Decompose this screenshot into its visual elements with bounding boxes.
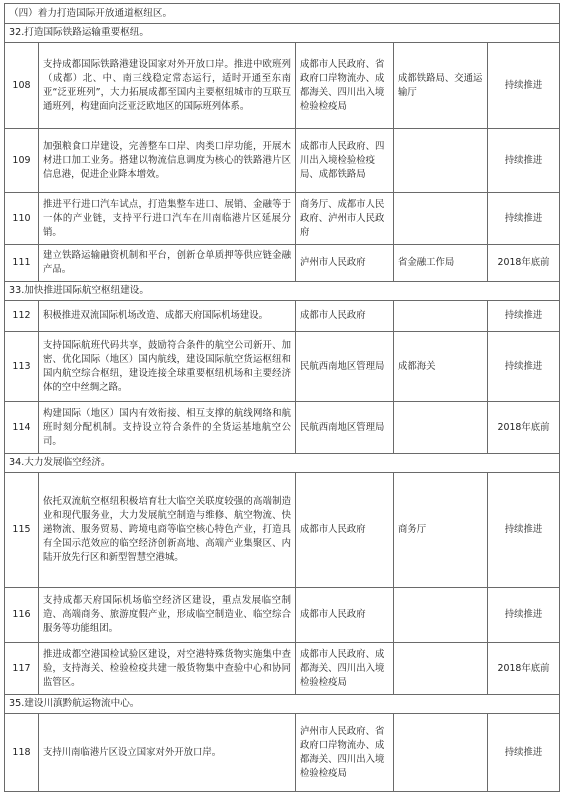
- task-table: [4, 3, 560, 792]
- co-unit-cell: [394, 402, 488, 454]
- lead-unit-cell: 成都市人民政府: [296, 588, 394, 643]
- row-number: 113: [5, 332, 39, 402]
- deadline-cell: 持续推进: [488, 301, 560, 332]
- lead-unit-cell: 泸州市人民政府、省政府口岸物流办、成都海关、四川出入境检验检疫局: [296, 714, 394, 792]
- lead-unit-cell: 民航西南地区管理局: [296, 332, 394, 402]
- table-row: [5, 588, 560, 643]
- row-number: 109: [5, 129, 39, 193]
- deadline-cell: 持续推进: [488, 193, 560, 245]
- task-cell: 建立铁路运输融资机制和平台，创新仓单质押等供应链金融产品。: [39, 245, 296, 282]
- co-unit-cell: [394, 643, 488, 695]
- row-number: 114: [5, 402, 39, 454]
- deadline-cell: 2018年底前: [488, 643, 560, 695]
- row-number: 112: [5, 301, 39, 332]
- lead-unit-cell: 成都市人民政府: [296, 301, 394, 332]
- lead-unit-cell: 成都市人民政府: [296, 473, 394, 588]
- row-number: 111: [5, 245, 39, 282]
- co-unit-cell: [394, 193, 488, 245]
- lead-unit-cell: 民航西南地区管理局: [296, 402, 394, 454]
- co-unit-cell: 商务厅: [394, 473, 488, 588]
- deadline-cell: 持续推进: [488, 332, 560, 402]
- deadline-cell: 持续推进: [488, 43, 560, 129]
- lead-unit-cell: 成都市人民政府、省政府口岸物流办、成都海关、四川出入境检验检疫局: [296, 43, 394, 129]
- co-unit-cell: 省金融工作局: [394, 245, 488, 282]
- deadline-cell: 2018年底前: [488, 402, 560, 454]
- task-cell: 依托双流航空枢纽积极培育壮大临空关联度较强的高端制造业和现代服务业，大力发展航空制造与维修、航空物流、快递物流、服务贸易、跨境电商等临空核心特色产业，打造具有全国示范效应的临空经济创新高地、高端产业集聚区、内陆开放先行区和新型智慧空港城。: [39, 473, 296, 588]
- table-row: [5, 245, 560, 282]
- table-row: [5, 193, 560, 245]
- table-row: [5, 332, 560, 402]
- task-cell: 支持国际航班代码共享，鼓励符合条件的航空公司新开、加密、优化国际（地区）国内航线，建设国际航空货运枢纽和国内航空综合枢纽，建设连接全球重要枢纽机场和主要经济体的空中丝绸之路。: [39, 332, 296, 402]
- task-cell: 支持川南临港片区设立国家对外开放口岸。: [39, 714, 296, 792]
- table-header: （四）着力打造国际开放通道枢纽区。: [5, 4, 560, 24]
- co-unit-cell: 成都铁路局、交通运输厅: [394, 43, 488, 129]
- lead-unit-cell: 成都市人民政府、成都海关、四川出入境检验检疫局: [296, 643, 394, 695]
- table-row: [5, 129, 560, 193]
- deadline-cell: 持续推进: [488, 129, 560, 193]
- deadline-cell: 持续推进: [488, 588, 560, 643]
- lead-unit-cell: 成都市人民政府、四川出入境检验检疫局、成都铁路局: [296, 129, 394, 193]
- row-number: 117: [5, 643, 39, 695]
- task-cell: 推进平行进口汽车试点，打造集整车进口、展销、金融等于一体的产业链，支持平行进口汽车在川南临港片区延展分销。: [39, 193, 296, 245]
- lead-unit-cell: 商务厅、成都市人民政府、泸州市人民政府: [296, 193, 394, 245]
- table-row: [5, 473, 560, 588]
- row-number: 108: [5, 43, 39, 129]
- section-title: 33.加快推进国际航空枢纽建设。: [5, 282, 560, 301]
- section-title: 34.大力发展临空经济。: [5, 454, 560, 473]
- co-unit-cell: 成都海关: [394, 332, 488, 402]
- task-cell: 支持成都天府国际机场临空经济区建设，重点发展临空制造、高端商务、旅游度假产业，形成临空制造业、临空综合服务等功能组团。: [39, 588, 296, 643]
- task-cell: 推进成都空港国检试验区建设，对空港特殊货物实施集中查验，支持海关、检验检疫共建一般货物集中查验中心和协同监管区。: [39, 643, 296, 695]
- co-unit-cell: [394, 714, 488, 792]
- row-number: 110: [5, 193, 39, 245]
- lead-unit-cell: 泸州市人民政府: [296, 245, 394, 282]
- task-cell: 加强粮食口岸建设，完善整车口岸、肉类口岸功能，开展木材进口加工业务。搭建以物流信息调度为核心的铁路港片区信息港，促进企业降本增效。: [39, 129, 296, 193]
- co-unit-cell: [394, 301, 488, 332]
- deadline-cell: 持续推进: [488, 714, 560, 792]
- table-row: [5, 643, 560, 695]
- section-title: 32.打造国际铁路运输重要枢纽。: [5, 24, 560, 43]
- table-row: [5, 43, 560, 129]
- task-cell: 支持成都国际铁路港建设国家对外开放口岸。推进中欧班列（成都）北、中、南三线稳定常态运行，适时开通至东南亚“泛亚班列”，大力拓展成都至国内主要枢纽城市的互联互通班列，构建面向泛亚泛欧地区的国际班列体系。: [39, 43, 296, 129]
- co-unit-cell: [394, 129, 488, 193]
- task-cell: 积极推进双流国际机场改造、成都天府国际机场建设。: [39, 301, 296, 332]
- table-row: [5, 402, 560, 454]
- deadline-cell: 2018年底前: [488, 245, 560, 282]
- document-page: [4, 3, 559, 792]
- section-title: 35.建设川滇黔航运物流中心。: [5, 695, 560, 714]
- table-row: [5, 301, 560, 332]
- table-row: [5, 714, 560, 792]
- row-number: 118: [5, 714, 39, 792]
- row-number: 115: [5, 473, 39, 588]
- deadline-cell: 持续推进: [488, 473, 560, 588]
- row-number: 116: [5, 588, 39, 643]
- co-unit-cell: [394, 588, 488, 643]
- task-cell: 构建国际（地区）国内有效衔接、相互支撑的航线网络和航班时刻分配机制。支持设立符合条件的全货运基地航空公司。: [39, 402, 296, 454]
